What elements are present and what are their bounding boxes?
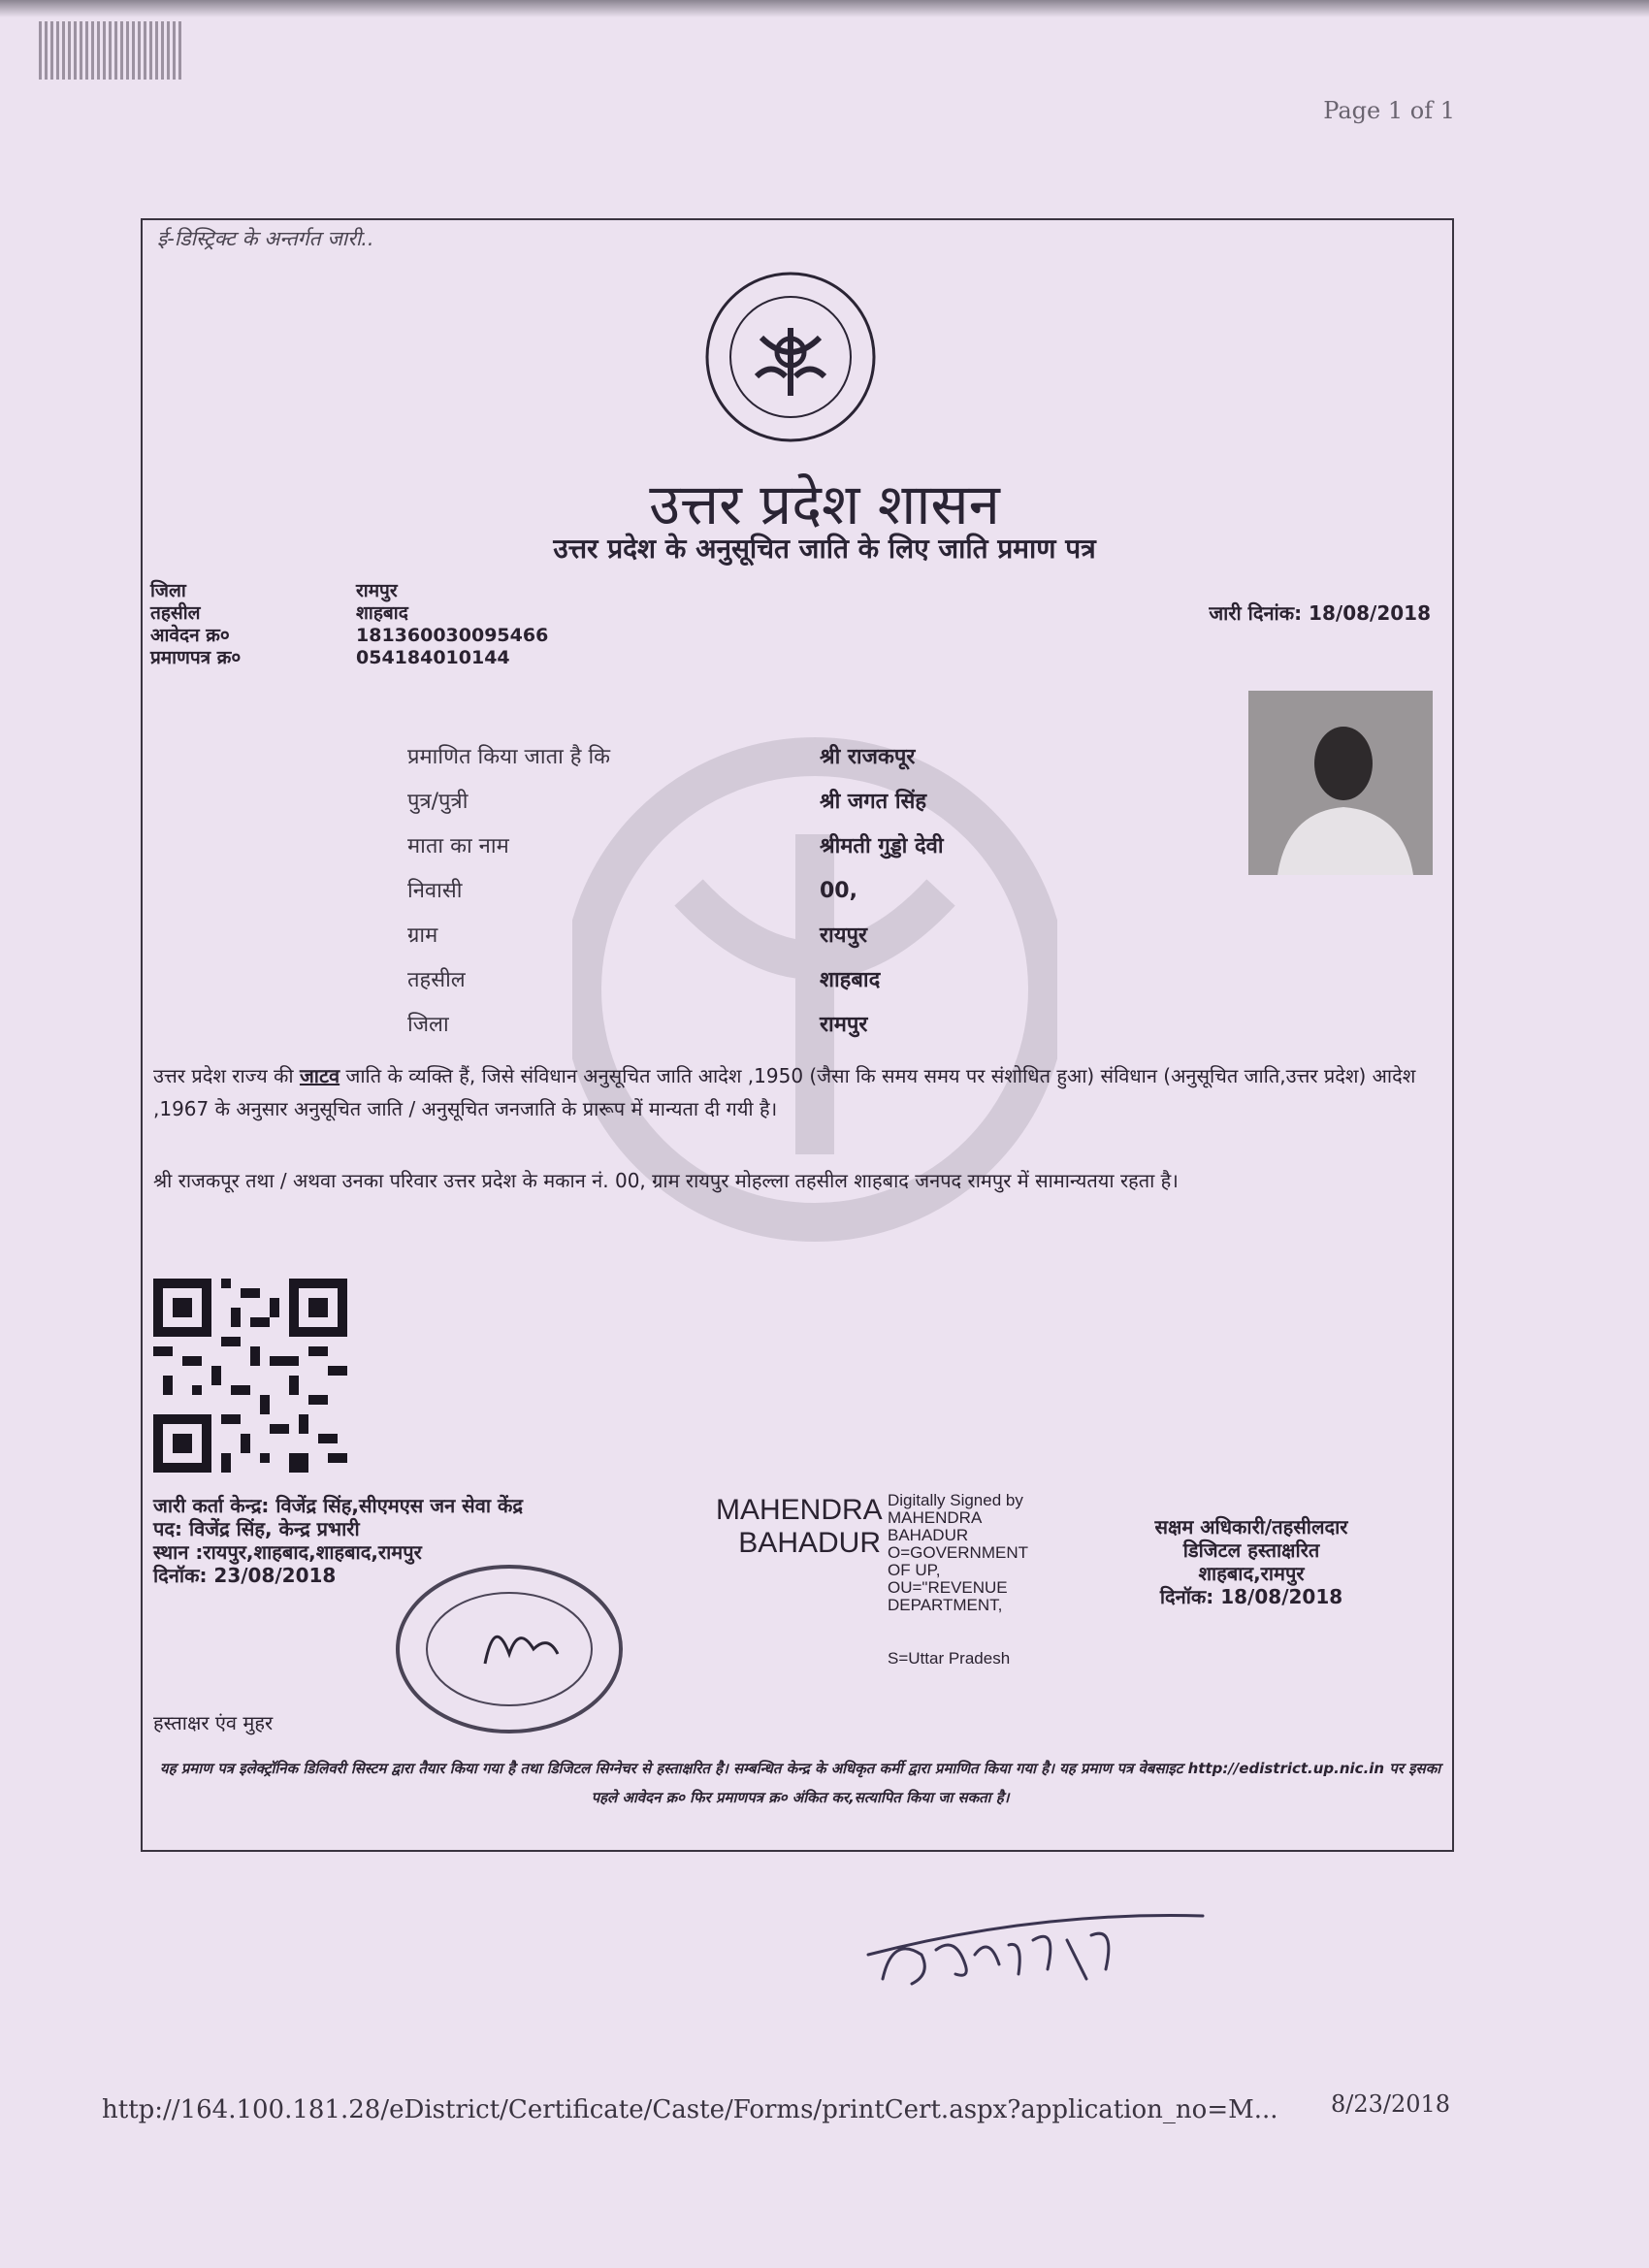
detail-label: प्रमाणित किया जाता है कि [407,745,611,769]
detail-row [407,825,944,869]
digital-signer-name [716,1494,881,1560]
caste-para-rest: जाति के व्यक्ति हैं, जिसे संविधान अनुसूचित जाति आदेश ,1950 (जैसा कि समय समय पर संशोधित हुआ) संविधान (अनुसूचित जाति,उत्तर प्रदेश) आदेश ,1967 के अनुसार अनुसूचित जाति / अनुसूचित जनजाति के प्रारूप में मान्यता दी गयी है। [153,1064,1416,1120]
detail-row [407,735,944,780]
page-number: Page 1 of 1 [1323,97,1455,124]
signer-name-line2: BAHADUR [738,1527,881,1559]
meta-row [150,602,548,625]
detail-row [407,914,944,958]
meta-block [150,580,548,669]
meta-value: 181360030095466 [356,625,549,646]
detail-label: माता का नाम [407,834,509,859]
detail-label: निवासी [407,879,463,903]
signature-and-seal-label: हस्ताक्षर एंव मुहर [153,1711,274,1734]
certificate-subtitle: उत्तर प्रदेश के अनुसूचित जाति के लिए जाति प्रमाण पत्र [553,533,1096,565]
person-photo-icon [1248,691,1433,875]
signer-name-line1: MAHENDRA [716,1494,883,1526]
caste-paragraph [153,1059,1448,1125]
caste-name: जाटव [299,1064,340,1087]
detail-value: 00, [820,879,857,903]
detail-row [407,869,944,914]
caste-para-start: उत्तर प्रदेश राज्य की [153,1064,300,1087]
meta-label: प्रमाणपत्र क्र० [150,647,242,668]
sign-detail: Digitally Signed by [888,1491,1023,1509]
certificate-footer-note: यह प्रमाण पत्र इलेक्ट्रॉनिक डिलिवरी सिस्टम द्वारा तैयार किया गया है तथा डिजिटल सिग्नेचर से हस्ताक्षरित है। सम्बन्धित केन्द्र के अधिकृत कर्मी द्वारा प्रमाणित किया गया है। यह प्रमाण पत्र वेबसाइट http://edistrict.up.nic.in पर इसका पहले आवेदन क्र० फिर प्रमाणपत्र क्र० अंकित कर,सत्यापित किया जा सकता है। [159,1760,1441,1806]
authority-block [1106,1515,1397,1608]
detail-value: रायपुर [820,923,867,948]
detail-row [407,780,944,825]
print-date: 8/23/2018 [1331,2090,1451,2118]
sign-detail: OU="REVENUE [888,1578,1008,1597]
detail-value: श्रीमती गुड्डो देवी [820,834,944,859]
detail-value: शाहबाद [820,968,881,992]
print-url: http://164.100.181.28/eDistrict/Certificate/Caste/Forms/printCert.aspx?application_no=M... [102,2095,1278,2124]
issuer-post: पद: विजेंद्र सिंह, केन्द्र प्रभारी [153,1517,360,1540]
meta-value: 054184010144 [356,647,510,668]
up-government-emblem-icon [703,270,878,444]
sign-detail: BAHADUR [888,1526,969,1544]
issued-under-edistrict: ई-डिस्ट्रिक्ट के अन्तर्गत जारी.. [157,227,374,250]
sign-detail: O=GOVERNMENT [888,1543,1028,1562]
detail-row [407,1003,944,1048]
meta-label: आवेदन क्र० [150,625,230,646]
meta-row [150,647,548,669]
authority-title: सक्षम अधिकारी/तहसीलदार [1154,1515,1348,1539]
sign-detail: MAHENDRA [888,1508,983,1527]
qr-code-icon [153,1279,347,1473]
issuer-centre: जारी कर्ता केन्द्र: विजेंद्र सिंह,सीएमएस जन सेवा केंद्र [153,1494,523,1517]
scan-edge [0,0,1649,17]
detail-value: श्री जगत सिंह [820,790,927,814]
meta-value: शाहबाद [356,602,408,624]
issuer-date: दिनॉक: 23/08/2018 [153,1564,337,1587]
detail-value: रामपुर [820,1013,868,1037]
meta-value: रामपुर [356,580,398,601]
applicant-photo [1248,691,1433,875]
detail-value: श्री राजकपूर [820,745,916,769]
authority-sub: डिजिटल हस्ताक्षरित [1182,1539,1320,1562]
meta-row [150,625,548,647]
digital-signature-state: S=Uttar Pradesh [888,1649,1011,1668]
sign-detail: OF UP, [888,1561,941,1579]
detail-label: पुत्र/पुत्री [407,790,469,814]
sign-detail: DEPARTMENT, [888,1596,1003,1614]
authority-date: दिनॉक: 18/08/2018 [1159,1585,1343,1608]
applicant-details [407,735,944,1048]
issuer-place: स्थान :रायपुर,शाहबाद,शाहबाद,रामपुर [153,1540,422,1564]
issue-date: जारी दिनांक: 18/08/2018 [1209,601,1431,625]
jan-seva-kendra-stamp-icon [388,1557,630,1741]
meta-label: तहसील [150,602,201,624]
handwritten-signature [863,1896,1212,2003]
detail-label: जिला [407,1013,449,1037]
residence-paragraph: श्री राजकपूर तथा / अथवा उनका परिवार उत्तर प्रदेश के मकान नं. 00, ग्राम रायपुर मोहल्ला तहसील शाहबाद जनपद रामपुर में सामान्यतया रहता है। [153,1169,1179,1192]
certificate-title: उत्तर प्रदेश शासन [649,471,1000,537]
meta-label: जिला [150,580,186,601]
detail-label: ग्राम [407,923,438,948]
scan-barcode-mark [39,21,184,80]
digital-signature-details [888,1492,1072,1614]
detail-row [407,958,944,1003]
authority-place: शाहबाद,रामपुर [1198,1562,1305,1585]
meta-row [150,580,548,602]
detail-label: तहसील [407,968,466,992]
